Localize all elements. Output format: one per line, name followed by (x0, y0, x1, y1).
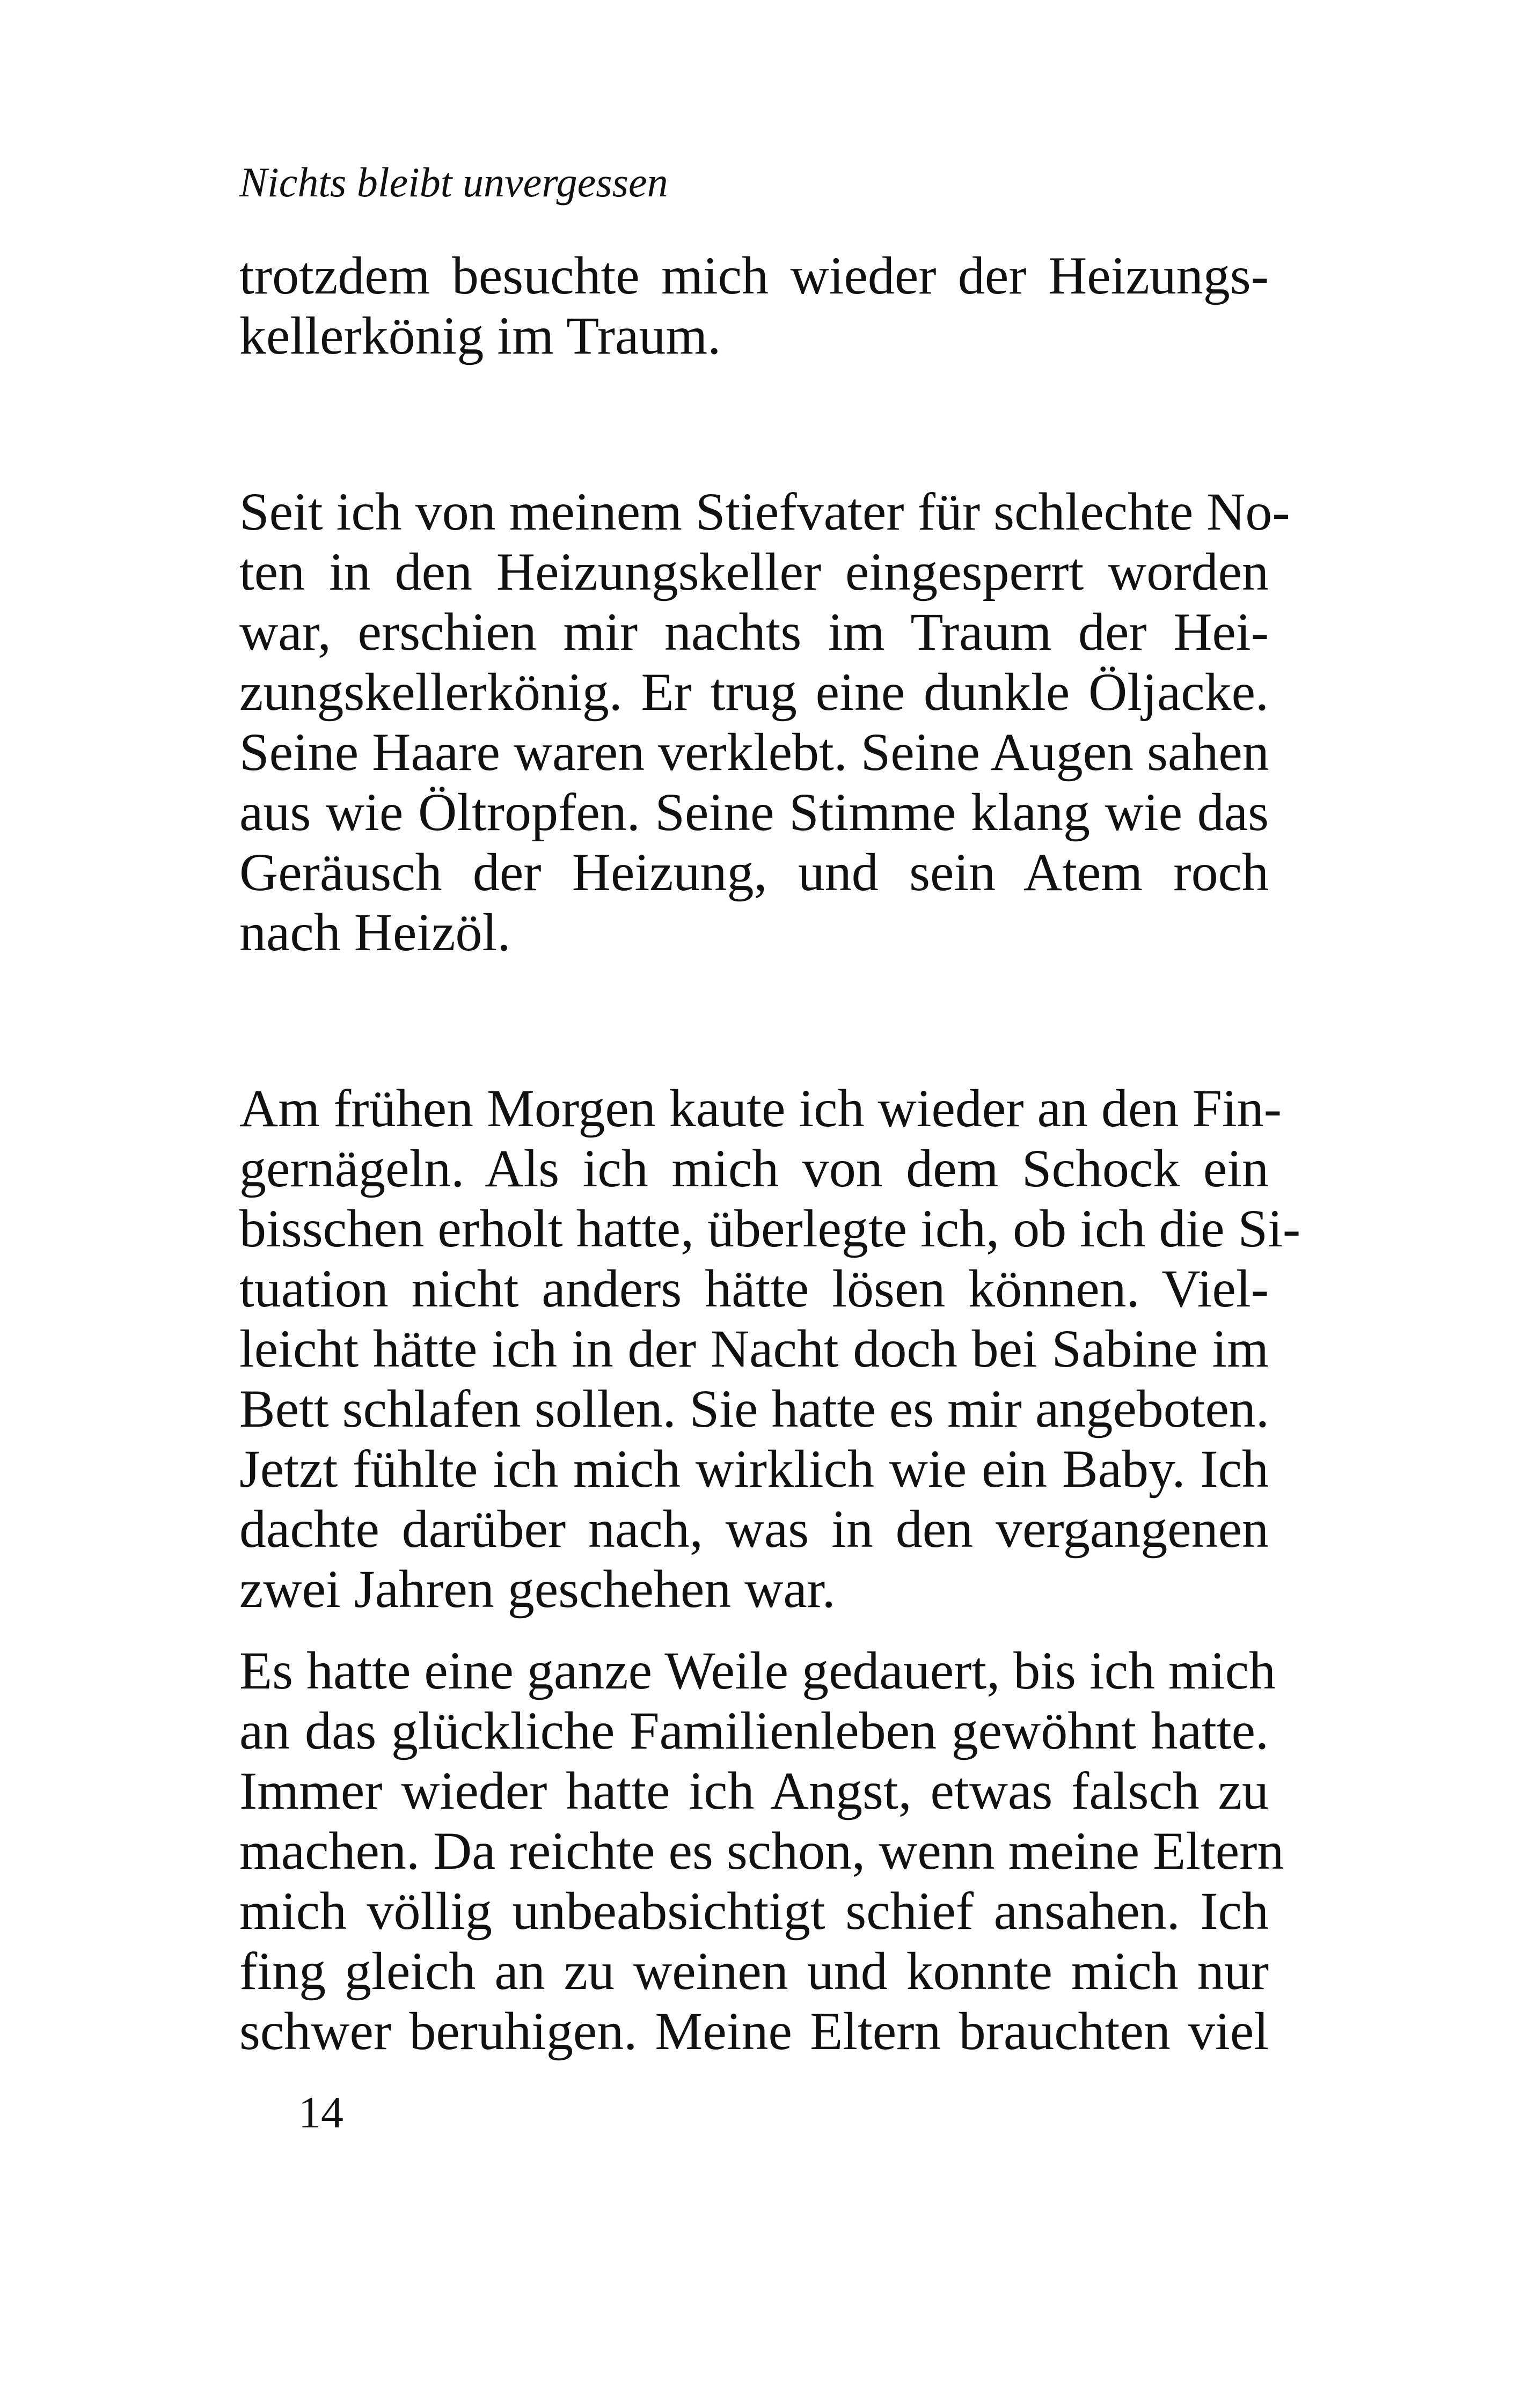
text-line: Immer wieder hatte ich Angst, etwas falsch zu (239, 1761, 1269, 1820)
section-break (239, 366, 1269, 482)
text-line: tuation nicht anders hätte lösen können. Viel- (239, 1259, 1269, 1318)
text-line: mich völlig unbeabsichtigt schief ansahen. Ich (239, 1881, 1269, 1941)
text-line: zwei Jahren geschehen war. (239, 1559, 836, 1619)
body-text (239, 246, 1301, 2061)
text-line: fing gleich an zu weinen und konnte mich nur (239, 1941, 1269, 2001)
text-line: war, erschien mir nachts im Traum der Hei- (239, 602, 1269, 662)
text-line: bisschen erholt hatte, überlegte ich, ob ich die Si- (239, 1199, 1301, 1258)
running-header: Nichts bleibt unvergessen (239, 159, 668, 205)
text-line: Jetzt fühlte ich mich wirklich wie ein Baby. Ich (239, 1439, 1269, 1499)
text-line: leicht hätte ich in der Nacht doch bei Sabine im (239, 1319, 1269, 1378)
text-line: an das glückliche Familienleben gewöhnt hatte. (239, 1701, 1269, 1760)
text-line: Am frühen Morgen kaute ich wieder an den Fin- (239, 1078, 1282, 1138)
text-line: Seit ich von meinem Stiefvater für schlechte No- (239, 482, 1290, 541)
text-line: nach Heizöl. (239, 902, 511, 962)
text-line: trotzdem besuchte mich wieder der Heizungs- (239, 246, 1269, 305)
text-line: Seine Haare waren verklebt. Seine Augen sahen (239, 722, 1269, 782)
text-line: kellerkönig im Traum. (239, 306, 721, 365)
text-line: Es hatte eine ganze Weile gedauert, bis ich mich (239, 1641, 1276, 1700)
paragraph-spacing (239, 1619, 1269, 1641)
paragraph-1 (239, 246, 1269, 366)
page-number: 14 (298, 2088, 343, 2138)
text-line: dachte darüber nach, was in den vergangenen (239, 1499, 1269, 1559)
section-break (239, 963, 1269, 1078)
text-line: Bett schlafen sollen. Sie hatte es mir angeboten. (239, 1379, 1269, 1438)
paragraph-2 (239, 482, 1290, 963)
paragraph-4 (239, 1641, 1284, 2061)
text-line: schwer beruhigen. Meine Eltern brauchten viel (239, 2001, 1269, 2061)
text-line: aus wie Öltropfen. Seine Stimme klang wie das (239, 782, 1269, 842)
text-line: Geräusch der Heizung, und sein Atem roch (239, 842, 1269, 902)
text-line: gernägeln. Als ich mich von dem Schock ein (239, 1139, 1269, 1198)
text-line: zungskellerkönig. Er trug eine dunkle Öljacke. (239, 662, 1269, 722)
text-line: machen. Da reichte es schon, wenn meine Eltern (239, 1821, 1284, 1881)
paragraph-3 (239, 1078, 1301, 1619)
text-line: ten in den Heizungskeller eingesperrt worden (239, 542, 1269, 601)
